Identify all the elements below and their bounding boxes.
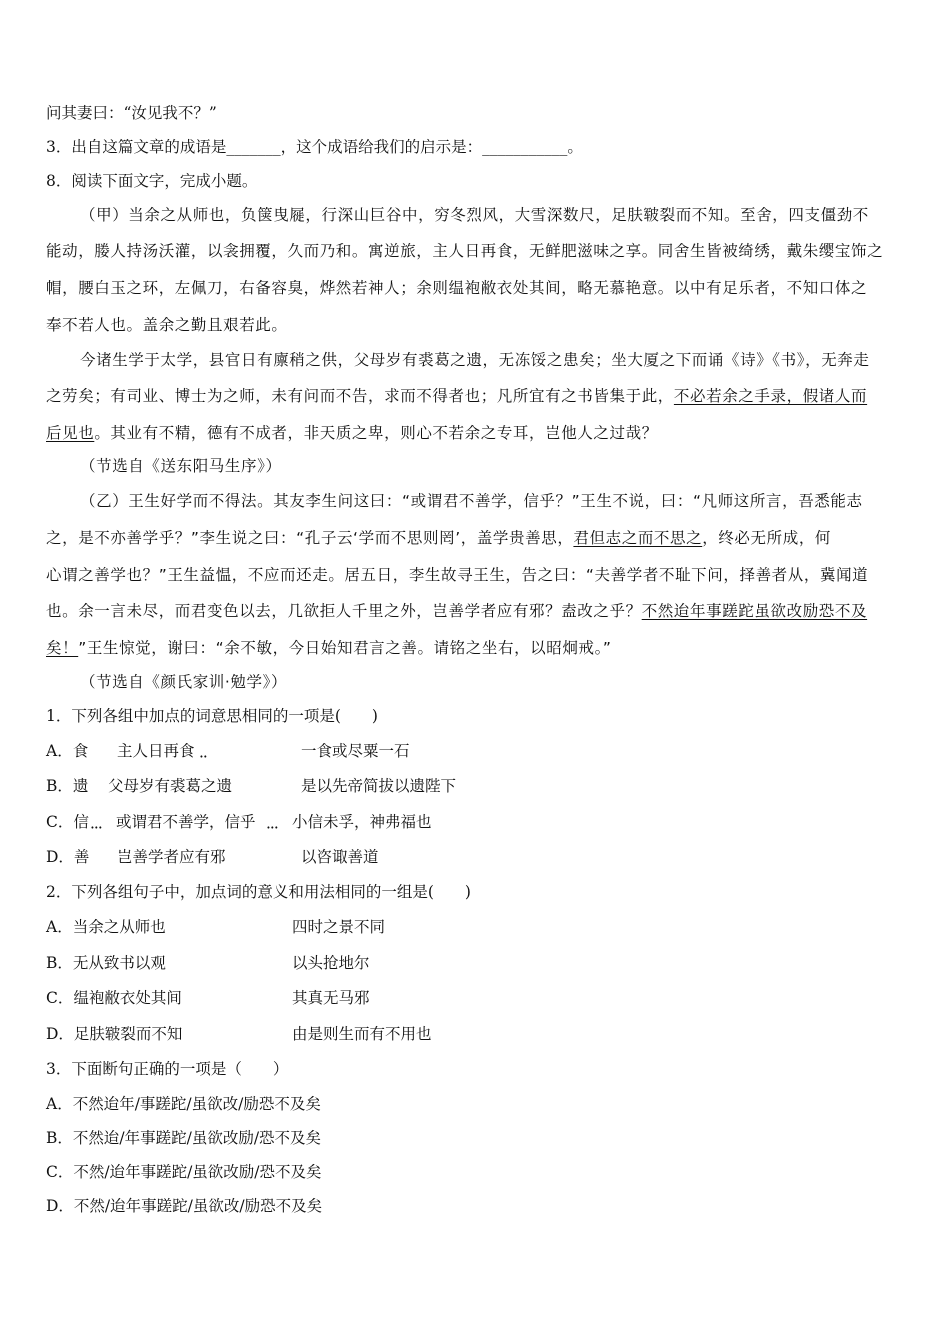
option-label: D．足肤皲裂而不知	[46, 1025, 183, 1043]
text-line: 问其妻曰：“汝见我不？”	[46, 104, 217, 122]
option-right: 是以先帝简拔以遗陛下	[301, 777, 457, 795]
passage-yi-line	[46, 601, 867, 621]
plain-text: 之，是不亦善学乎？”李生说之曰：“孔子云‘学而不思则罔’，盖学贵善思，	[46, 529, 574, 547]
question-3-prev: 3．出自这篇文章的成语是_______，这个成语给我们的启示是：___________。	[46, 138, 583, 156]
passage-yi-line: 心谓之善学也？”王生益愠，不应而还走。居五日，李生故寻王生，告之曰：“夫善学者不耻下问，择善者从，冀闻道	[46, 566, 869, 584]
plain-text: 之劳矣；有司业、博士为之师，未有问而不告，求而不得者也；凡所宜有之书皆集于此，	[46, 387, 674, 405]
option-left: 父母岁有裘葛之遗	[108, 777, 233, 795]
plain-text: ”王生惊觉，谢曰：“余不敏，今日始知君言之善。请铭之坐右，以昭炯戒。”	[78, 639, 612, 657]
question-stem: 2．下列各组句子中，加点词的意义和用法相同的一组是( )	[46, 883, 471, 901]
plain-text: 也。余一言未尽，而君变色以去，几欲拒人千里之外，岂善学者应有邪？盍改之乎？	[46, 602, 642, 620]
option: B．不然迨/年事蹉跎/虽欲改励/恐不及矣	[46, 1129, 322, 1147]
question-8-header: 8．阅读下面文字，完成小题。	[46, 172, 258, 190]
option-left: 主人日再食	[117, 742, 195, 760]
option: A．不然迨年/事蹉跎/虽欲改/励恐不及矣	[46, 1095, 321, 1113]
passage-source: （节选自《送东阳马生序》）	[80, 457, 282, 475]
passage-jia-line	[46, 423, 658, 443]
option-right: 一食或尽粟一石	[301, 742, 410, 760]
option-right: 以咨诹善道	[301, 848, 379, 866]
question-stem: 1．下列各组中加点的词意思相同的一项是( )	[46, 707, 378, 725]
passage-yi-line	[46, 638, 612, 658]
option-label: C．缊袍敝衣处其间	[46, 989, 182, 1007]
passage-jia-line	[46, 386, 867, 406]
option-label: B．遗	[46, 777, 89, 795]
option-right: 以头抢地尔	[292, 954, 370, 972]
option-right: 小信未孚，神弗福也	[292, 813, 432, 831]
underlined-sentence: 不必若余之手录，假诸人而	[673, 387, 868, 405]
option-right: 其真无马邪	[292, 989, 370, 1007]
underlined-sentence: 后见也	[46, 424, 95, 442]
passage-source: （节选自《颜氏家训·勉学》）	[80, 673, 288, 691]
passage-yi-line: （乙）王生好学而不得法。其友李生问这曰：“或谓君不善学，信乎？”王生不说，曰：“凡师这所言，吾悉能志	[80, 492, 863, 510]
option-label: B．无从致书以观	[46, 954, 166, 972]
underlined-sentence: 君但志之而不思之	[573, 529, 703, 547]
underlined-sentence: 矣！	[46, 639, 79, 657]
passage-jia-line: 奉不若人也。盖余之勤且艰若此。	[46, 316, 288, 334]
option-left: 或谓君不善学，信乎	[116, 813, 256, 831]
option-right: 由是则生而有不用也	[292, 1025, 432, 1043]
underlined-sentence: 不然迨年事蹉跎虽欲改励恐不及	[641, 602, 868, 620]
option-label: C．信	[46, 813, 89, 831]
option: C．不然/迨年事蹉跎/虽欲改励/恐不及矣	[46, 1163, 322, 1181]
passage-jia-line: 能动，媵人持汤沃灌，以衾拥覆，久而乃和。寓逆旅，主人日再食，无鲜肥滋味之享。同舍生皆被绮绣，戴朱缨宝饰之	[46, 242, 884, 260]
emphasis-dots: ··	[199, 748, 207, 766]
option-label: D．善	[46, 848, 90, 866]
passage-jia-line: 今诸生学于太学，县官日有廪稍之供，父母岁有裘葛之遗，无冻馁之患矣；坐大厦之下而诵《诗》《书》，无奔走	[80, 351, 870, 369]
option-label: A．当余之从师也	[46, 918, 166, 936]
plain-text: 。其业有不精，德有不成者，非天质之卑，则心不若余之专耳，岂他人之过哉？	[94, 424, 658, 442]
option: D．不然/迨年事蹉跎/虽欲改/励恐不及矣	[46, 1197, 323, 1215]
passage-jia-line: （甲）当余之从师也，负箧曳屣，行深山巨谷中，穷冬烈风，大雪深数尺，足肤皲裂而不知。至舍，四支僵劲不	[80, 206, 869, 224]
option-label: A．食	[46, 742, 89, 760]
plain-text: ，终必无所成，何	[702, 529, 832, 547]
emphasis-dots: ···	[90, 819, 102, 837]
option-left: 岂善学者应有邪	[117, 848, 226, 866]
passage-jia-line: 帽，腰白玉之环，左佩刀，右备容臭，烨然若神人；余则缊袍敝衣处其间，略无慕艳意。以中有足乐者，不知口体之	[46, 279, 868, 297]
passage-yi-line	[46, 528, 831, 548]
option-right: 四时之景不同	[292, 918, 386, 936]
question-stem: 3．下面断句正确的一项是（ ）	[46, 1060, 289, 1078]
emphasis-dots: ···	[266, 819, 278, 837]
